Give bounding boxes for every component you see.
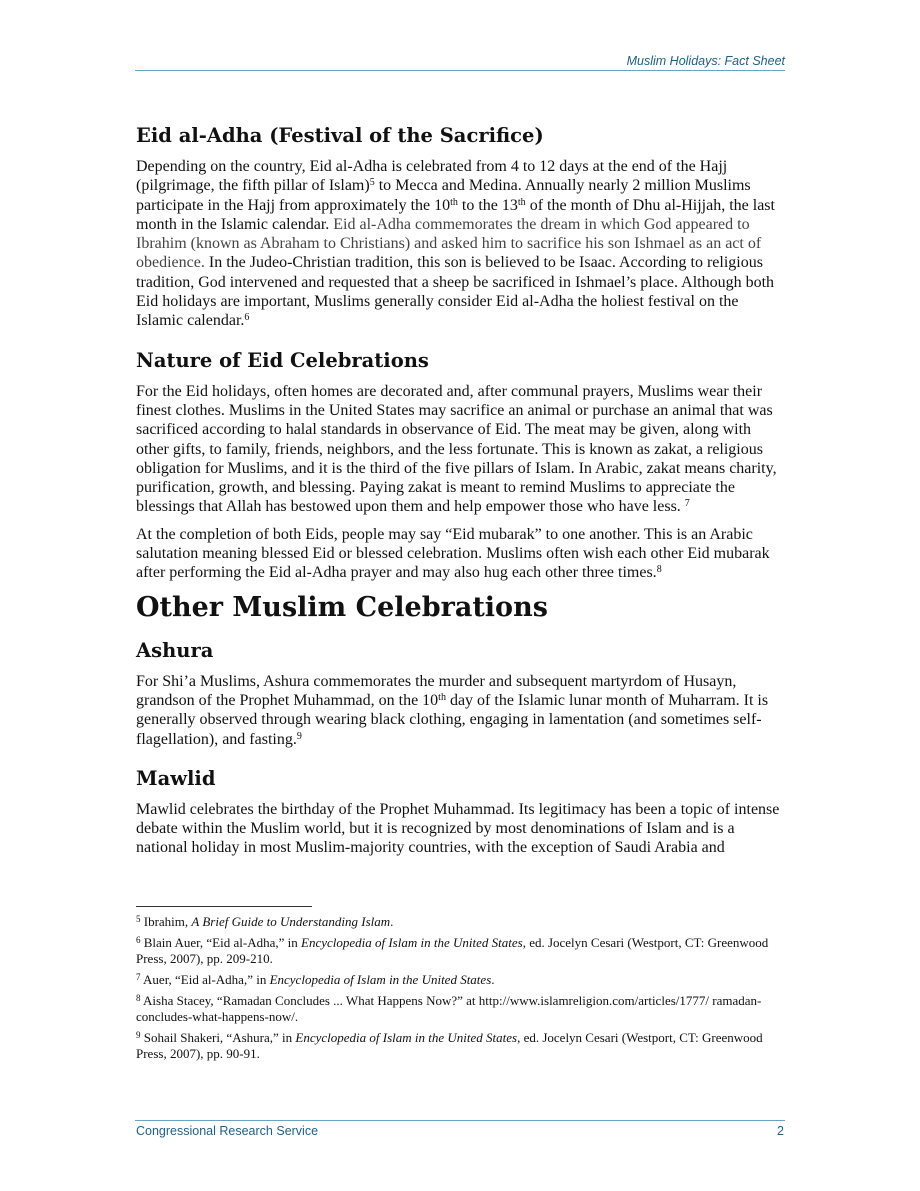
footnote-8-link[interactable]: Aisha Stacey, “Ramadan Concludes ... What Happens Now?” at http://www.islamreligion.com/articles/1777/ ramadan-concludes-what-happens-now/. bbox=[136, 993, 762, 1024]
header-rule bbox=[135, 70, 785, 71]
paragraph-ashura: For Shi’a Muslims, Ashura commemorates the murder and subsequent martyrdom of Husayn, grandson of the Prophet Muhammad, on the 10th day of the Islamic lunar month of Muharram. It is generally observed through wearing black clothing, engaging in lamentation (and sometimes self-flagellation), and fasting.$^9$ bbox=[136, 672, 769, 748]
page-number: 2 bbox=[777, 1124, 784, 1138]
footnote-ref-6[interactable]: 6 bbox=[244, 312, 250, 324]
footer-rule bbox=[135, 1120, 785, 1121]
heading-other-celebrations: Other Muslim Celebrations bbox=[136, 591, 548, 623]
footnote-ref-7[interactable]: 7 bbox=[684, 498, 690, 510]
running-header: Muslim Holidays: Fact Sheet bbox=[626, 54, 785, 68]
footnote-6: $^6$ Blain Auer, “Eid al-Adha,” in Encyclopedia of Islam in the United States, ed. Jocelyn Cesari (Westport, CT: Greenwood Press, 2007), pp. 209-210. bbox=[136, 935, 769, 966]
footnote-5: $^5$ Ibrahim, A Brief Guide to Understanding Islam. bbox=[136, 914, 394, 929]
paragraph-nature-2: At the completion of both Eids, people may say “Eid mubarak” to one another. This is an Arabic salutation meaning blessed Eid or blessed celebration. Muslims often wish each other Eid mubarak after performing the Eid al-Adha prayer and may also hug each other three times.$^8$ bbox=[136, 525, 770, 582]
footnote-ref-5[interactable]: 5 bbox=[369, 177, 375, 189]
paragraph-mawlid: Mawlid celebrates the birthday of the Prophet Muhammad. Its legitimacy has been a topic of intense debate within the Muslim world, but it is recognized by most denominations of Islam and is a national holiday in most Muslim-majority countries, with the exception of Saudi Arabia and bbox=[136, 800, 780, 857]
footnote-ref-9[interactable]: 9 bbox=[296, 730, 302, 742]
heading-mawlid: Mawlid bbox=[136, 766, 216, 790]
footnote-ref-8[interactable]: 8 bbox=[656, 564, 662, 576]
footer-publisher: Congressional Research Service bbox=[136, 1124, 319, 1138]
paragraph-nature-1: For the Eid holidays, often homes are decorated and, after communal prayers, Muslims wear their finest clothes. Muslims in the United States may sacrifice an animal or purchase an animal that was sacrificed according to halal standards in observance of Eid. The meat may be given, along with other gifts, to family, friends, neighbors, and the less fortunate. This is known as zakat, a religious obligation for Muslims, and it is the third of the five pillars of Islam. In Arabic, zakat means charity, purification, growth, and blessing. Paying zakat is meant to remind Muslims to appreciate the blessings that Allah has bestowed upon them and help empower those who have less. $^7$ bbox=[136, 382, 777, 516]
heading-ashura: Ashura bbox=[136, 638, 214, 662]
heading-eid-al-adha: Eid al-Adha (Festival of the Sacrifice) bbox=[136, 124, 544, 147]
footnote-rule bbox=[136, 906, 312, 907]
footnote-8: $^8$ Aisha Stacey, “Ramadan Concludes ... What Happens Now?” at http://www.islamreligion.com/articles/1777/ ramadan-concludes-what-happens-now/. bbox=[136, 993, 762, 1024]
heading-nature-of-eid: Nature of Eid Celebrations bbox=[136, 348, 429, 372]
footnotes bbox=[136, 914, 786, 1067]
main-content bbox=[136, 124, 786, 866]
footnote-9: $^9$ Sohail Shakeri, “Ashura,” in Encyclopedia of Islam in the United States, ed. Jocelyn Cesari (Westport, CT: Greenwood Press, 2007), pp. 90-91. bbox=[136, 1030, 763, 1061]
paragraph-eid-al-adha: Depending on the country, Eid al-Adha is celebrated from 4 to 12 days at the end of the Hajj (pilgrimage, the fifth pillar of Islam)$^5$ to Mecca and Medina. Annually nearly 2 million Muslims participate in the Hajj from approximately the 10th to the 13th of the month of Dhu al-Hijjah, the last month in the Islamic calendar. Eid al-Adha commemorates the dream in which God appeared to Ibrahim (known as Abraham to Christians) and asked him to sacrifice his son Ishmael as an act of obedience. In the Judeo-Christian tradition, this son is believed to be Isaac. According to religious tradition, God intervened and requested that a sheep be sacrificed in Ishmael’s place. Although both Eid holidays are important, Muslims generally consider Eid al-Adha the holiest festival on the Islamic calendar.$^6$ bbox=[136, 158, 775, 330]
footnote-7: $^7$ Auer, “Eid al-Adha,” in Encyclopedia of Islam in the United States. bbox=[136, 972, 495, 987]
